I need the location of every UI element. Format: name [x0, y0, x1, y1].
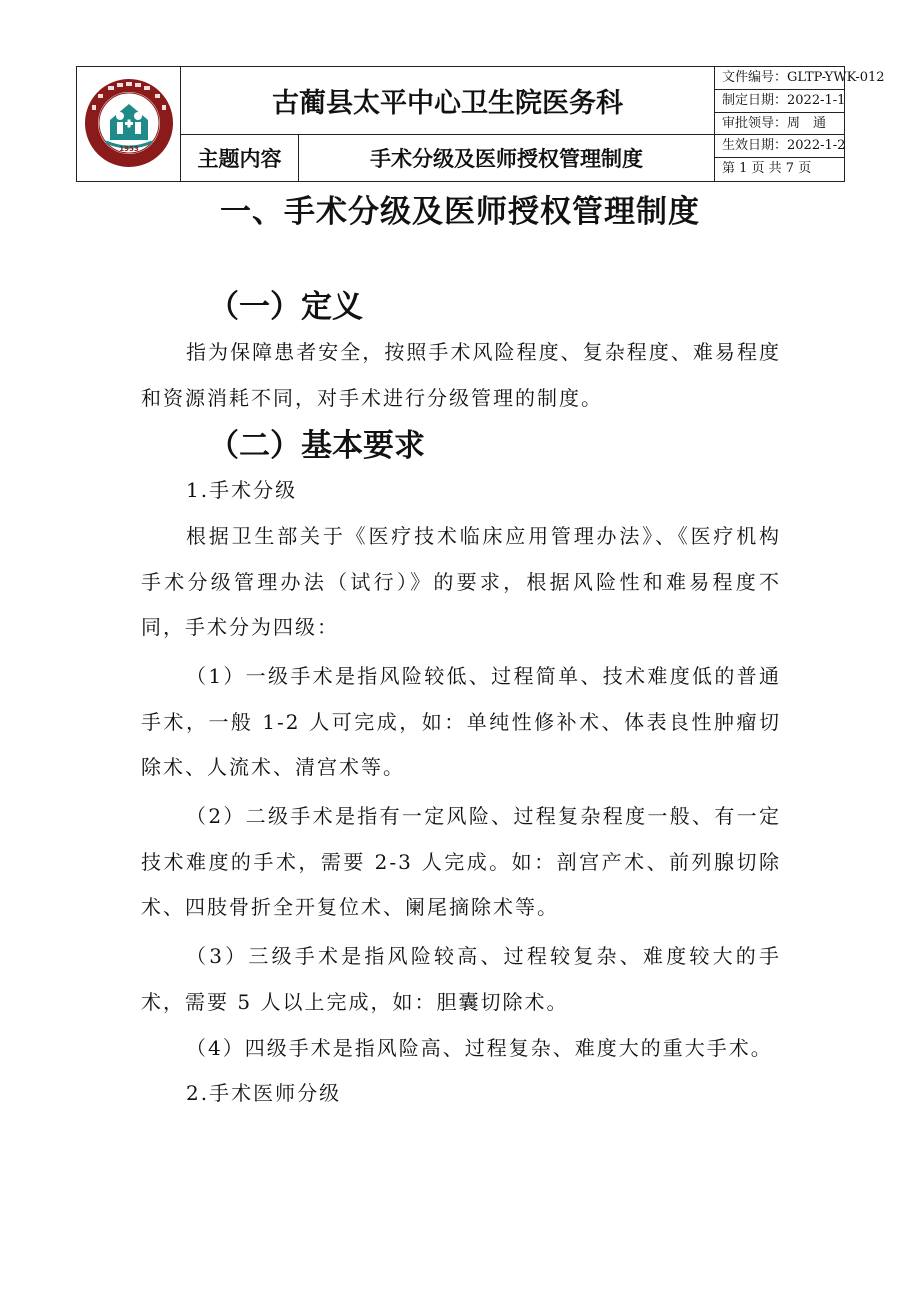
level1-paragraph: （1）一级手术是指风险较低、过程简单、技术难度低的普通手术，一般 1-2 人可完成，如：单纯性修补术、体表良性肿瘤切除术、人流术、清宫术等。 — [141, 664, 781, 779]
logo-cell — [77, 67, 181, 181]
subject-value: 手术分级及医师授权管理制度 — [299, 135, 715, 181]
grading-intro-paragraph: 根据卫生部关于《医疗技术临床应用管理办法》、《医疗机构手术分级管理办法（试行）》的要求，根据风险性和难易程度不同，手术分为四级： — [141, 524, 781, 639]
subject-label: 主题内容 — [181, 135, 299, 181]
document-title: 一、手术分级及医师授权管理制度 — [220, 194, 700, 230]
definition-paragraph: 指为保障患者安全，按照手术风险程度、复杂程度、难易程度和资源消耗不同，对手术进行分级管理的制度。 — [141, 340, 781, 410]
document-header-table — [76, 66, 885, 182]
level2-paragraph: （2）二级手术是指有一定风险、过程复杂程度一般、有一定技术难度的手术，需要 2-3 人完成。如：剖宫产术、前列腺切除术、四肢骨折全开复位术、阑尾摘除术等。 — [141, 804, 781, 919]
meta-effective-date: 生效日期：2022-1-2 — [715, 135, 844, 158]
section-heading-requirements: （二）基本要求 — [208, 428, 425, 464]
meta-page-count: 第 1 页 共 7 页 — [722, 161, 812, 177]
seal-year: 1953 — [119, 145, 139, 153]
level4-paragraph: （4）四级手术是指风险高、过程复杂、难度大的重大手术。 — [186, 1036, 773, 1060]
section-heading-definition: （一）定义 — [208, 289, 363, 325]
org-title: 古蔺县太平中心卫生院医务科 — [181, 67, 715, 135]
item-surgery-grading-title: 1.手术分级 — [186, 478, 298, 502]
hospital-seal-icon — [84, 78, 174, 168]
document-meta — [715, 67, 885, 181]
meta-file-number: 文件编号：GLTP-YWK-012 — [715, 67, 844, 90]
item-surgeon-grading-title: 2.手术医师分级 — [186, 1081, 342, 1105]
meta-created-date: 制定日期：2022-1-1 — [715, 90, 844, 113]
meta-approver: 审批领导：周 通 — [715, 113, 844, 136]
level3-paragraph: （3）三级手术是指风险较高、过程较复杂、难度较大的手术，需要 5 人以上完成，如：胆囊切除术。 — [141, 944, 781, 1014]
